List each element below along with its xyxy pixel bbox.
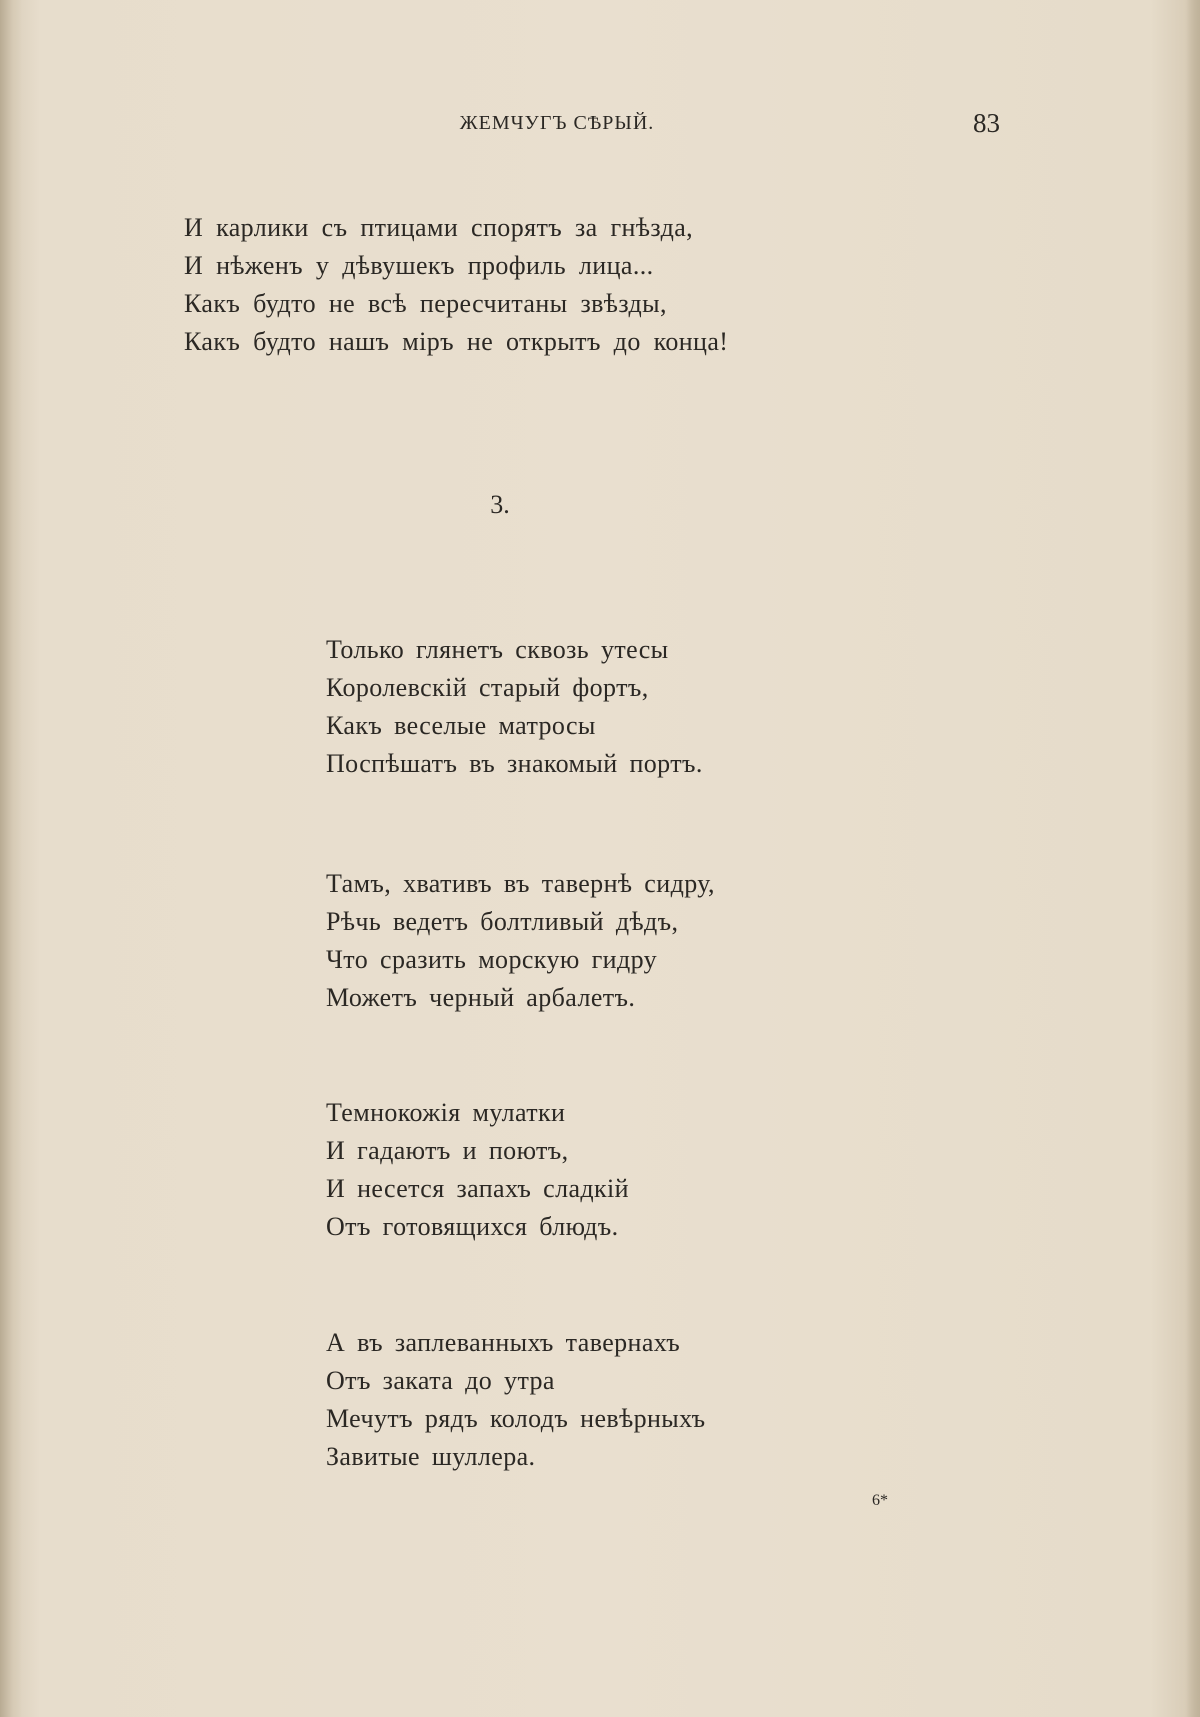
poem-line: Какъ будто нашъ міръ не открытъ до конца! — [184, 327, 729, 356]
poem-line: Отъ заката до утра — [326, 1366, 555, 1395]
poem-line: Королевскій старый фортъ, — [326, 673, 649, 702]
poem-line: И нѣженъ у дѣвушекъ профиль лица... — [184, 251, 654, 280]
poem-line: И несется запахъ сладкій — [326, 1174, 629, 1203]
poem-line: Завитые шуллера. — [326, 1442, 536, 1471]
poem-line: Можетъ черный арбалетъ. — [326, 983, 636, 1012]
poem-line: Что сразить морскую гидру — [326, 945, 658, 974]
poem-line: Отъ готовящихся блюдъ. — [326, 1212, 619, 1241]
page-number: 83 — [973, 108, 1000, 138]
section-number: 3. — [490, 490, 510, 519]
stanza-4 — [326, 1324, 705, 1476]
stanza-2 — [326, 865, 715, 1017]
poem-line: И карлики съ птицами спорятъ за гнѣзда, — [184, 213, 694, 242]
poem-line: Тамъ, хвативъ въ тавернѣ сидру, — [326, 869, 715, 898]
poem-line: А въ заплеванныхъ тавернахъ — [326, 1328, 681, 1357]
poem-line: Темнокожія мулатки — [326, 1098, 566, 1127]
stanza-1 — [326, 631, 703, 783]
poem-line: Какъ будто не всѣ пересчитаны звѣзды, — [184, 289, 667, 318]
poem-line: И гадаютъ и поютъ, — [326, 1136, 569, 1165]
signature-mark: 6* — [872, 1492, 888, 1509]
intro-stanza — [184, 209, 728, 361]
page-edge-shadow — [1186, 0, 1200, 1717]
poem-line: Рѣчь ведетъ болтливый дѣдъ, — [326, 907, 679, 936]
poem-line: Мечутъ рядъ колодъ невѣрныхъ — [326, 1404, 706, 1433]
page-gutter-shadow — [0, 0, 22, 1717]
poem-line: Поспѣшатъ въ знакомый портъ. — [326, 749, 703, 778]
stanza-3 — [326, 1094, 629, 1246]
running-head: ЖЕМЧУГЪ СѢРЫЙ. — [459, 112, 655, 134]
poem-line: Только глянетъ сквозь утесы — [326, 635, 669, 664]
poem-line: Какъ веселые матросы — [326, 711, 596, 740]
